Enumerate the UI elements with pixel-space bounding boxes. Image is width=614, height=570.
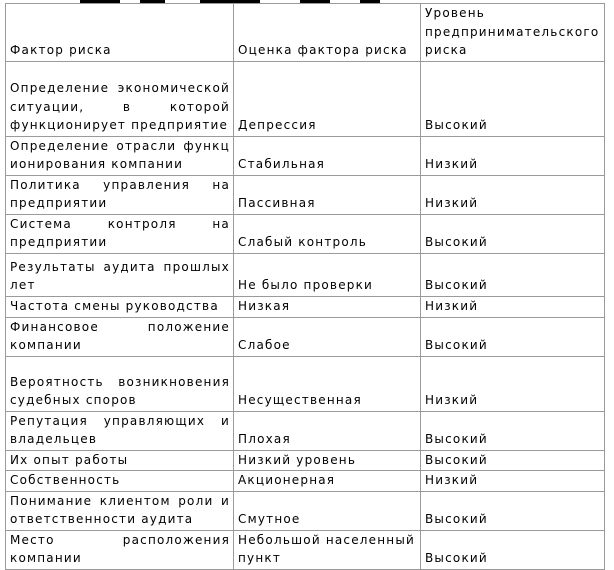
risk-level-cell: Низкий [421, 136, 605, 175]
factor-cell: Политика управления на предприятии [6, 175, 234, 214]
risk-level-cell: Высокий [421, 491, 605, 530]
assessment-cell: Низкая [234, 296, 421, 317]
risk-level-cell: Низкий [421, 175, 605, 214]
risk-level-cell: Высокий [421, 530, 605, 569]
risk-level-cell: Низкий [421, 296, 605, 317]
header-factor: Фактор риска [6, 4, 234, 62]
risk-level-cell: Низкий [421, 471, 605, 492]
assessment-cell: Пассивная [234, 175, 421, 214]
table-row [6, 530, 605, 569]
factor-cell: Система контроля на предприятии [6, 214, 234, 253]
table-row [6, 253, 605, 296]
risk-level-cell: Высокий [421, 450, 605, 471]
assessment-cell: Плохая [234, 411, 421, 450]
table-row [6, 491, 605, 530]
table-row [6, 471, 605, 492]
risk-level-cell: Высокий [421, 317, 605, 356]
table-row [6, 296, 605, 317]
assessment-cell: Смутное [234, 491, 421, 530]
header-assessment: Оценка фактора риска [234, 4, 421, 62]
table-row [6, 411, 605, 450]
risk-level-cell: Низкий [421, 356, 605, 411]
risk-level-cell: Высокий [421, 411, 605, 450]
table-row [6, 317, 605, 356]
table-row [6, 61, 605, 136]
assessment-cell: Небольшой населенный пункт [234, 530, 421, 569]
header-row [6, 4, 605, 62]
assessment-cell: Несущественная [234, 356, 421, 411]
factor-cell: Их опыт работы [6, 450, 234, 471]
factor-cell: Финансовое положение компании [6, 317, 234, 356]
assessment-cell: Низкий уровень [234, 450, 421, 471]
risk-level-cell: Высокий [421, 214, 605, 253]
table-row [6, 175, 605, 214]
header-risk-level: Уровень предпринимательского риска [421, 4, 605, 62]
assessment-cell: Слабый контроль [234, 214, 421, 253]
table-row [6, 356, 605, 411]
factor-cell: Определение отрасли функционирования компании [6, 136, 234, 175]
factor-cell: Частота смены руководства [6, 296, 234, 317]
risk-level-cell: Высокий [421, 253, 605, 296]
table-row [6, 214, 605, 253]
risk-level-cell: Высокий [421, 61, 605, 136]
assessment-cell: Стабильная [234, 136, 421, 175]
factor-cell: Результаты аудита прошлых лет [6, 253, 234, 296]
table-row [6, 136, 605, 175]
table-row [6, 450, 605, 471]
assessment-cell: Депрессия [234, 61, 421, 136]
factor-cell: Понимание клиентом роли и ответственности аудита [6, 491, 234, 530]
factor-cell: Место расположения компании [6, 530, 234, 569]
risk-factors-table [5, 3, 605, 570]
assessment-cell: Слабое [234, 317, 421, 356]
assessment-cell: Не было проверки [234, 253, 421, 296]
factor-cell: Собственность [6, 471, 234, 492]
factor-cell: Репутация управляющих и владельцев [6, 411, 234, 450]
assessment-cell: Акционерная [234, 471, 421, 492]
factor-cell: Вероятность возникновения судебных споров [6, 356, 234, 411]
factor-cell: Определение экономической ситуации, в которой функционирует предприятие [6, 61, 234, 136]
